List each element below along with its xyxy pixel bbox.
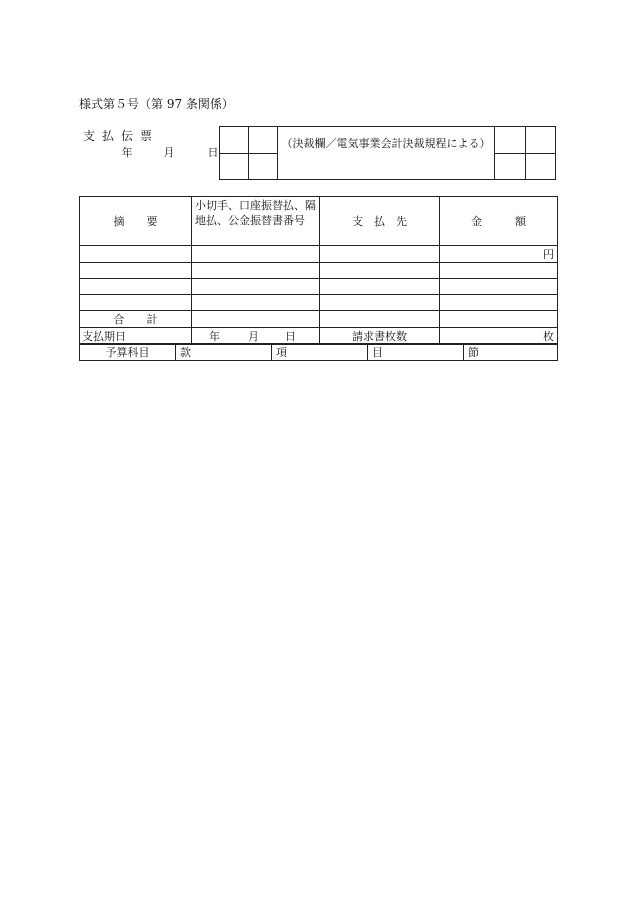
budget-kou[interactable] <box>272 344 368 361</box>
summary-cell[interactable] <box>80 246 192 263</box>
total-check-cell[interactable] <box>192 311 320 328</box>
due-day: 日 <box>285 330 296 343</box>
total-label: 合 計 <box>80 311 192 328</box>
approval-box <box>219 126 556 180</box>
voucher-date-month: 月 <box>163 146 175 159</box>
voucher-date <box>118 144 219 160</box>
table-row <box>80 295 558 311</box>
summary-cell[interactable] <box>80 295 192 311</box>
payee-cell[interactable] <box>320 279 440 295</box>
due-date-row <box>80 328 558 345</box>
summary-cell[interactable] <box>80 279 192 295</box>
table-header-row <box>80 197 558 246</box>
budget-setsu-label: 節 <box>468 346 479 359</box>
due-date-value[interactable] <box>192 328 320 345</box>
approval-divider <box>220 153 277 154</box>
payee-cell[interactable] <box>320 246 440 263</box>
summary-cell[interactable] <box>80 263 192 279</box>
amount-cell[interactable] <box>440 279 558 295</box>
approval-divider <box>494 153 555 154</box>
budget-table <box>79 343 558 361</box>
budget-kou-label: 項 <box>276 346 287 359</box>
budget-moku-label: 目 <box>372 346 383 359</box>
budget-kan[interactable] <box>176 344 272 361</box>
budget-moku[interactable] <box>368 344 464 361</box>
due-date-label: 支払期日 <box>80 328 192 345</box>
voucher-title: 支払伝票 <box>83 129 160 143</box>
amount-cell[interactable] <box>440 246 558 263</box>
budget-kan-label: 款 <box>180 346 191 359</box>
approval-note: （決裁欄／電気事業会計決裁規程による） <box>281 137 491 150</box>
table-row <box>80 263 558 279</box>
table-row <box>80 279 558 295</box>
form-number: 様式第５号（第 97 条関係） <box>79 97 234 111</box>
invoice-count-value[interactable] <box>440 328 558 345</box>
yen-unit: 円 <box>543 248 554 261</box>
amount-cell[interactable] <box>440 263 558 279</box>
check-number-cell[interactable] <box>192 263 320 279</box>
table-row <box>80 246 558 263</box>
voucher-date-year: 年 <box>121 146 133 159</box>
budget-row <box>80 344 558 361</box>
check-number-cell[interactable] <box>192 295 320 311</box>
payee-cell[interactable] <box>320 295 440 311</box>
budget-setsu[interactable] <box>464 344 558 361</box>
payee-cell[interactable] <box>320 263 440 279</box>
header-amount: 金 額 <box>440 197 558 246</box>
sheet-unit: 枚 <box>543 330 554 343</box>
header-summary: 摘 要 <box>80 197 192 246</box>
payment-table <box>79 196 558 345</box>
amount-cell[interactable] <box>440 295 558 311</box>
due-month: 月 <box>248 330 259 343</box>
check-number-cell[interactable] <box>192 279 320 295</box>
invoice-count-label: 請求書枚数 <box>320 328 440 345</box>
due-year: 年 <box>209 330 220 343</box>
voucher-date-day: 日 <box>207 146 219 159</box>
header-check-numbers: 小切手、口座振替払、隔地払、公金振替書番号 <box>192 197 320 246</box>
approval-divider <box>277 127 278 179</box>
check-number-cell[interactable] <box>192 246 320 263</box>
total-payee-cell[interactable] <box>320 311 440 328</box>
total-row <box>80 311 558 328</box>
total-amount-cell[interactable] <box>440 311 558 328</box>
budget-label: 予算科目 <box>80 344 176 361</box>
header-payee: 支 払 先 <box>320 197 440 246</box>
